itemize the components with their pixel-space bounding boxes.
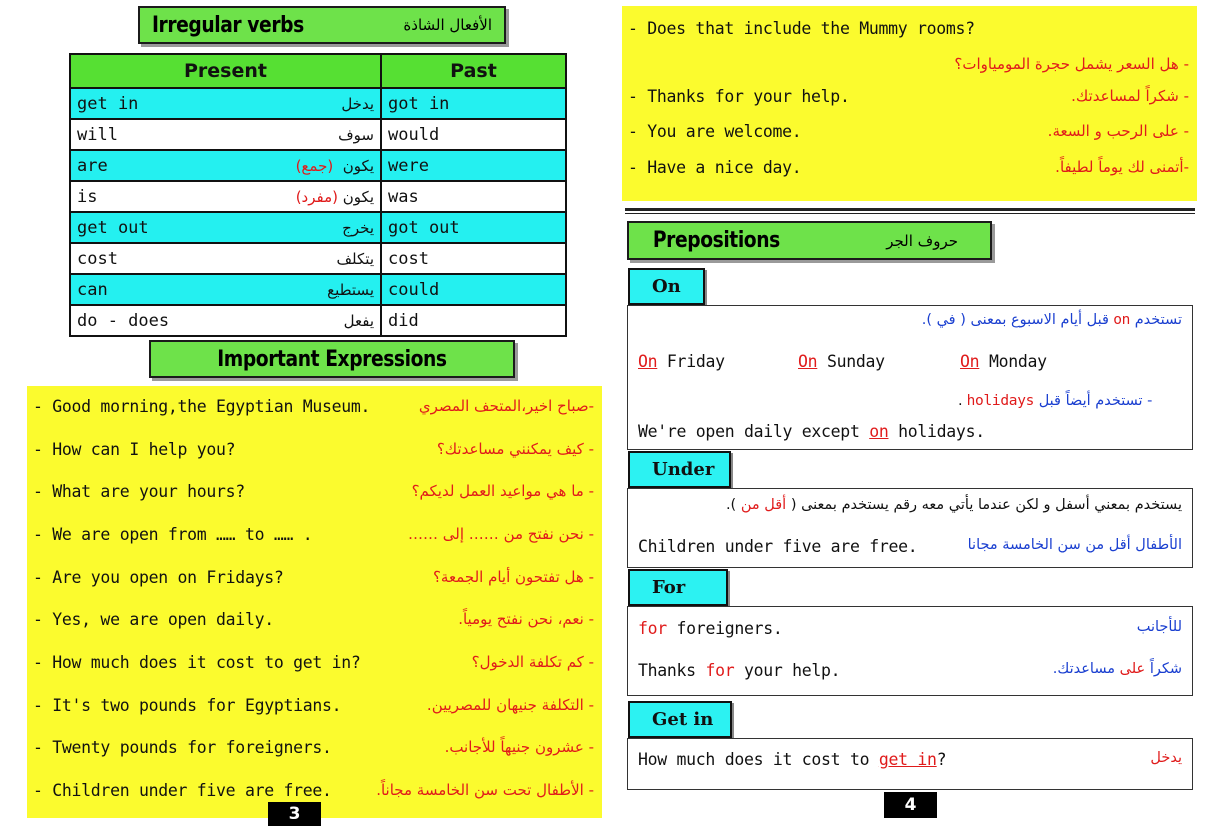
present-verb-ar: يكون (جمع) — [295, 156, 374, 175]
table-row — [70, 181, 566, 212]
on-panel — [627, 305, 1193, 450]
under-example: Children under five are free. الأطفال أقل من سن الخامسة مجانا — [638, 537, 1182, 556]
important-expressions-banner — [149, 340, 515, 378]
list-item: - Are you open on Fridays? - هل تفتحون أيام الجمعة؟ — [33, 567, 594, 587]
prepositions-title-ar: حروف الجر — [886, 231, 958, 250]
for-example-1: for foreigners. للأجانب — [638, 619, 1182, 638]
list-item: - We are open from …… to …… . - نحن نفتح من …… إلى …… — [33, 524, 594, 544]
table-row — [70, 119, 566, 150]
past-verb: got out — [381, 212, 566, 243]
present-verb-ar: يكون (مفرد) — [295, 187, 374, 206]
tab-get-in: Get in — [628, 701, 732, 738]
divider — [625, 213, 1195, 214]
table-row — [70, 274, 566, 305]
plural-note: (جمع) — [295, 156, 334, 175]
under-panel — [627, 488, 1193, 568]
list-item: - Children under five are free. - الأطفال تحت سن الخامسة مجاناً. — [33, 780, 594, 800]
list-item: - Does that include the Mummy rooms? — [628, 18, 975, 38]
on-rule: تستخدم on قبل أيام الاسبوع بمعنى ( في ). — [921, 312, 1182, 328]
page-number-3: 3 — [268, 802, 321, 826]
present-verb-ar: يخرج — [342, 218, 374, 237]
table-row — [70, 243, 566, 274]
present-verb: is — [77, 186, 98, 207]
list-item: - How can I help you? - كيف يمكنني مساعدتك؟ — [33, 439, 594, 459]
present-verb: get in — [77, 93, 139, 114]
irregular-verbs-banner — [138, 6, 506, 44]
present-verb-ar: سوف — [338, 125, 374, 144]
page-number-4: 4 — [884, 792, 937, 818]
present-verb-ar: يتكلف — [336, 249, 374, 268]
on-days: On Friday On Sunday On Monday — [638, 352, 1047, 371]
present-verb: get out — [77, 217, 149, 238]
past-verb: got in — [381, 88, 566, 119]
present-verb-ar: يفعل — [343, 311, 374, 330]
irregular-verbs-table — [69, 53, 567, 337]
list-item: - هل السعر يشمل حجرة المومياوات؟ — [954, 55, 1189, 73]
on-holidays-rule: - تستخدم أيضاً قبل holidays . — [958, 393, 1153, 409]
get-in-example: How much does it cost to get in? يدخل — [638, 750, 1182, 769]
present-verb-ar: يدخل — [341, 94, 374, 113]
under-rule: يستخدم بمعني أسفل و لكن عندما يأتي معه رقم يستخدم بمعنى ( أقل من ). — [725, 497, 1182, 513]
present-verb: do - does — [77, 310, 170, 331]
important-expressions-title: Important Expressions — [217, 346, 447, 372]
present-verb: cost — [77, 248, 118, 269]
list-item: - What are your hours? - ما هي مواعيد العمل لديكم؟ — [33, 481, 594, 501]
list-item: - Have a nice day. -أتمنى لك يوماً لطيفاً. — [628, 157, 1189, 177]
present-verb: can — [77, 279, 108, 300]
tab-under: Under — [628, 451, 731, 488]
table-row — [70, 305, 566, 336]
past-verb: did — [381, 305, 566, 336]
table-row — [70, 212, 566, 243]
present-verb: are — [77, 155, 108, 176]
list-item: - Thanks for your help. - شكراً لمساعدتك. — [628, 86, 1189, 106]
past-verb: could — [381, 274, 566, 305]
past-verb: were — [381, 150, 566, 181]
prepositions-banner — [627, 221, 992, 260]
header-past: Past — [381, 54, 566, 88]
singular-note: (مفرد) — [295, 187, 338, 206]
table-row — [70, 88, 566, 119]
list-item: - Twenty pounds for foreigners. - عشرون جنيهاً للأجانب. — [33, 737, 594, 757]
list-item: - You are welcome. - على الرحب و السعة. — [628, 121, 1189, 141]
tab-on: On — [628, 268, 705, 305]
irregular-verbs-title: Irregular verbs — [152, 12, 304, 38]
for-panel — [627, 606, 1193, 696]
past-verb: would — [381, 119, 566, 150]
tab-for: For — [628, 569, 728, 606]
for-example-2: Thanks for your help. شكراً على مساعدتك. — [638, 661, 1182, 680]
divider — [625, 208, 1195, 211]
list-item: - It's two pounds for Egyptians. - التكلفة جنيهان للمصريين. — [33, 695, 594, 715]
present-verb: will — [77, 124, 118, 145]
list-item: - Good morning,the Egyptian Museum. -صباح اخير،المتحف المصري — [33, 396, 594, 416]
get-in-panel — [627, 738, 1193, 790]
irregular-verbs-title-ar: الأفعال الشاذة — [403, 16, 492, 34]
on-example: We're open daily except on holidays. — [638, 422, 985, 441]
list-item: - Yes, we are open daily. - نعم، نحن نفتح يومياً. — [33, 609, 594, 629]
past-verb: cost — [381, 243, 566, 274]
dialogue-box — [622, 6, 1197, 201]
header-present: Present — [70, 54, 381, 88]
list-item: - How much does it cost to get in? - كم تكلفة الدخول؟ — [33, 652, 594, 672]
past-verb: was — [381, 181, 566, 212]
table-row — [70, 150, 566, 181]
expressions-box — [27, 386, 602, 818]
prepositions-title: Prepositions — [652, 228, 780, 253]
present-verb-ar: يستطيع — [327, 280, 374, 299]
